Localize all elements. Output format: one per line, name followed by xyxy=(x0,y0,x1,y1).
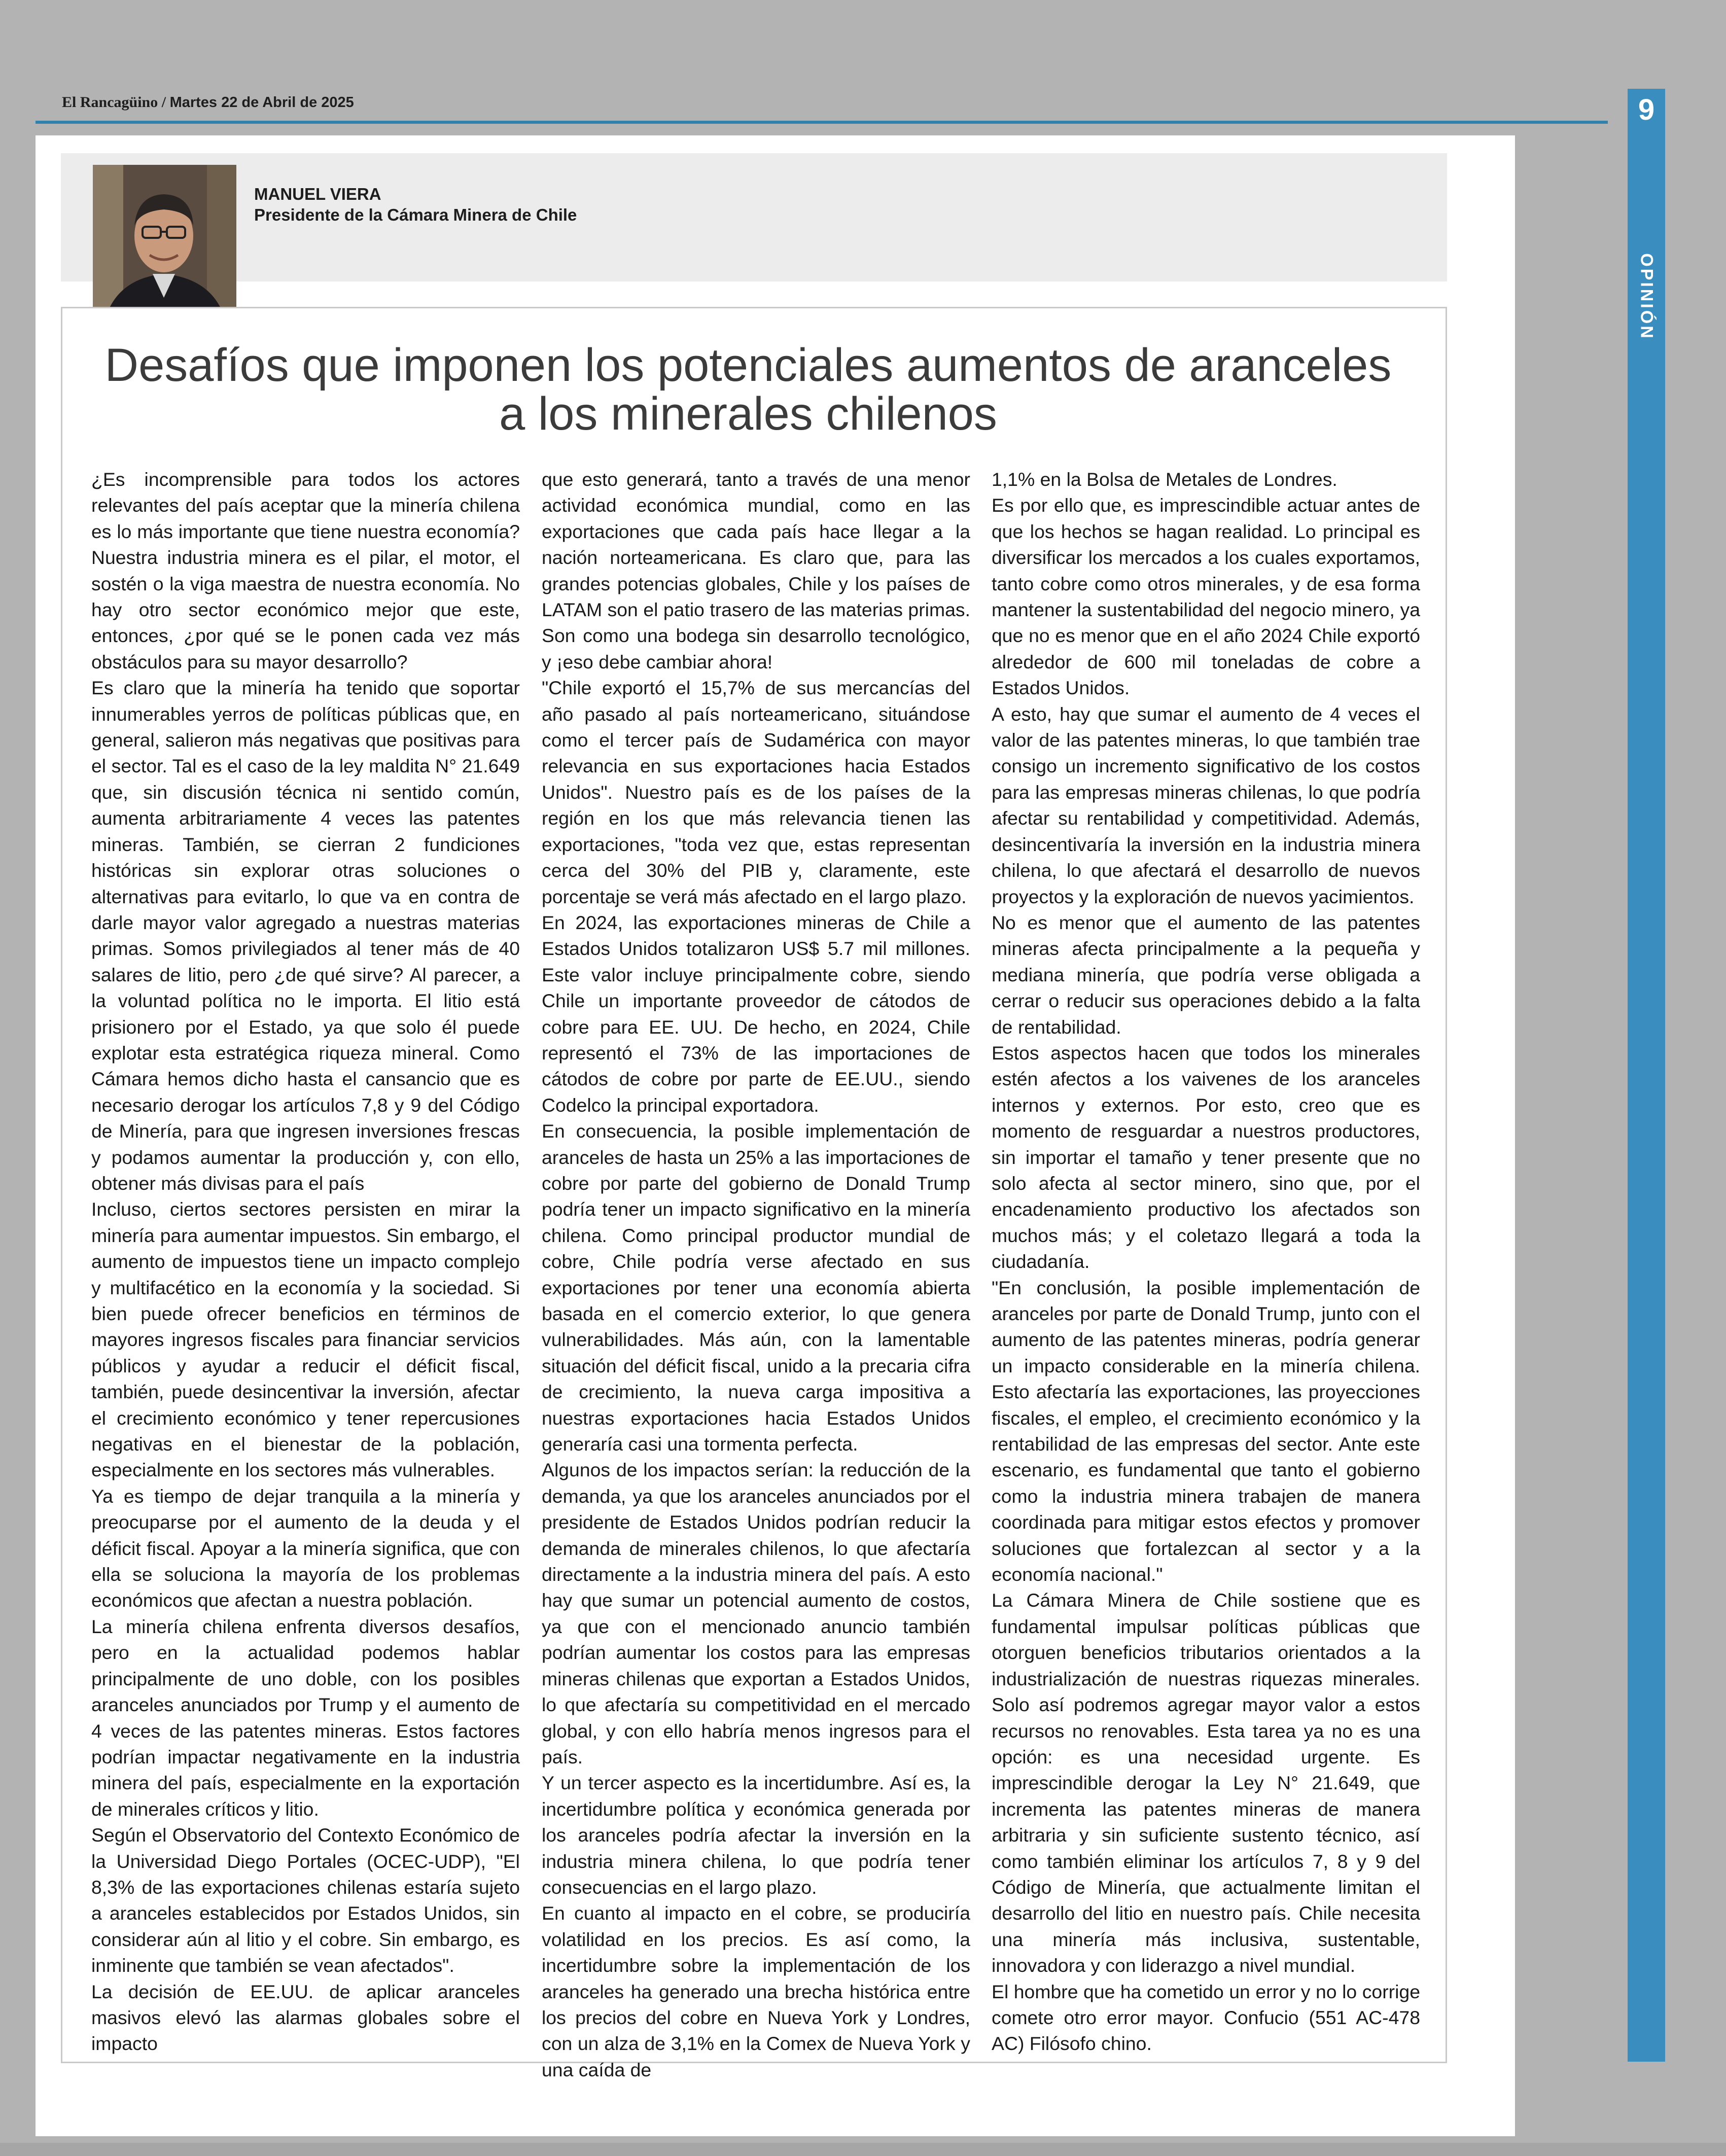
header-rule xyxy=(36,121,1608,124)
author-role: Presidente de la Cámara Minera de Chile xyxy=(254,205,577,224)
paragraph: En 2024, las exportaciones mineras de Chile a Estados Unidos totalizaron US$ 5.7 mil millones. Este valor incluye principalmente cobre, siendo Chile un importante proveedor de cátodos de cobre para EE. UU. De hecho, en 2024, Chile representó el 73% de las importaciones de cátodos de cobre por parte de EE.UU., siendo Codelco la principal exportadora. xyxy=(542,911,970,1116)
paragraph: "Chile exportó el 15,7% de sus mercancías del año pasado al país norteamericano, situándose como el tercer país de Sudamérica con mayor relevancia en sus exportaciones hacia Estados Unidos". Nuestro país es de los países de la región en los que más relevancia tienen las exportaciones, "toda vez que, estas representan cerca del 30% del PIB y, claramente, este porcentaje se verá más afectado en el largo plazo. xyxy=(542,677,970,907)
author-name: MANUEL VIERA xyxy=(254,185,381,203)
paragraph: Según el Observatorio del Contexto Económico de la Universidad Diego Portales (OCEC-UDP), "El 8,3% de las exportaciones chilenas estaría sujeto a aranceles establecidos por Estados Unidos, sin considerar aún al litio y el cobre. Sin embargo, es inminente que también se vean afectados". xyxy=(91,1824,520,1976)
page-number: 9 xyxy=(1638,93,1655,126)
paragraph: Incluso, ciertos sectores persisten en mirar la minería para aumentar impuestos. Sin embargo, el aumento de impuestos tiene un impacto complejo y multifacético en la economía y la sociedad. Si bien puede ofrecer beneficios en términos de mayores ingresos fiscales para financiar servicios públicos y ayudar a reducir el déficit fiscal, también, puede desincentivar la inversión, afectar el crecimiento económico y tener repercusiones negativas en el bienestar de la población, especialmente en los sectores más vulnerables. xyxy=(91,1198,520,1481)
paragraph: El hombre que ha cometido un error y no lo corrige comete otro error mayor. Confucio (551 AC-478 AC) Filósofo chino. xyxy=(992,1981,1420,2055)
author-box xyxy=(61,153,1447,281)
author-photo xyxy=(93,165,236,327)
paragraph: que esto generará, tanto a través de una menor actividad económica mundial, como en las exportaciones que cada país hace llegar a la nación norteamericana. Es claro que, para las grandes potencias globales, Chile y los países de LATAM son el patio trasero de las materias primas. Son como una bodega sin desarrollo tecnológico, y ¡eso debe cambiar ahora! xyxy=(542,469,970,673)
article-headline: Desafíos que imponen los potenciales aumentos de aranceles a los minerales chilenos xyxy=(104,339,1392,440)
paragraph: La minería chilena enfrenta diversos desafíos, pero en la actualidad podemos hablar principalmente de uno doble, con los posibles aranceles anunciados por Trump y el aumento de 4 veces de las patentes mineras. Estos factores podrían impactar negativamente en la industria minera del país, especialmente en la exportación de minerales críticos y litio. xyxy=(91,1615,520,1820)
paragraph: ¿Es incomprensible para todos los actores relevantes del país aceptar que la minería chilena es lo más importante que tiene nuestra economía? Nuestra industria minera es el pilar, el motor, el sostén o la viga maestra de nuestra economía. No hay otro sector económico mejor que este, entonces, ¿por qué se le ponen cada vez más obstáculos para su mayor desarrollo? xyxy=(91,469,520,673)
paragraph: En consecuencia, la posible implementación de aranceles de hasta un 25% a las importaciones de cobre por parte del gobierno de Donald Trump podría tener un impacto significativo en la minería chilena. Como principal productor mundial de cobre, Chile podría verse afectado en sus exportaciones por tener una economía abierta basada en el comercio exterior, lo que genera vulnerabilidades. Más aún, con la lamentable situación del déficit fiscal, unido a la precaria cifra de crecimiento, la nueva carga impositiva a nuestras exportaciones hacia Estados Unidos generaría casi una tormenta perfecta. xyxy=(542,1120,970,1455)
paragraph: En cuanto al impacto en el cobre, se produciría volatilidad en los precios. Es así como, la incertidumbre sobre la implementación de los aranceles ha generado una brecha histórica entre los precios del cobre en Nueva York y Londres, con un alza de 3,1% en la Comex de Nueva York y una caída de xyxy=(542,1902,970,2080)
paragraph: Estos aspectos hacen que todos los minerales estén afectos a los vaivenes de los aranceles internos y externos. Por esto, creo que es momento de resguardar a nuestros productores, sin importar el tamaño y tener presente que no solo afecta al sector minero, sino que, por el encadenamiento productivo los afectados son muchos más; y el coletazo llegará a toda la ciudadanía. xyxy=(992,1042,1420,1273)
issue-date: Martes 22 de Abril de 2025 xyxy=(169,94,354,111)
paragraph: Ya es tiempo de dejar tranquila a la minería y preocuparse por el aumento de la deuda y el déficit fiscal. Apoyar a la minería significa, que con ella se soluciona la mayoría de los problemas económicos que afectan a nuestra población. xyxy=(91,1485,520,1611)
paragraph: Y un tercer aspecto es la incertidumbre. Así es, la incertidumbre política y económica generada por los aranceles podría afectar la inversión en la industria minera chilena, lo que podría tener consecuencias en el largo plazo. xyxy=(542,1772,970,1898)
section-label: OPINIÓN xyxy=(1637,253,1657,340)
bottom-rule xyxy=(0,2143,1726,2156)
newspaper-name: El Rancagüino / xyxy=(62,94,166,111)
paragraph: Es claro que la minería ha tenido que soportar innumerables yerros de políticas públicas que, en general, salieron más negativas que positivas para el sector. Tal es el caso de la ley maldita N° 21.649 que, sin discusión técnica ni sentido común, aumenta arbitrariamente 4 veces las patentes mineras. También, se cierran 2 fundiciones históricas sin explorar otras soluciones o alternativas para evitarlo, lo que va en contra de darle mayor valor agregado a nuestras materias primas. Somos privilegiados al tener más de 40 salares de litio, pero ¿de qué sirve? Al parecer, a la voluntad política no le importa. El litio está prisionero por el Estado, ya que solo él puede explotar esta estratégica riqueza mineral. Como Cámara hemos dicho hasta el cansancio que es necesario derogar los artículos 7,8 y 9 del Código de Minería, para que ingresen inversiones frescas y podamos aumentar la producción y, con ello, obtener más divisas para el país xyxy=(91,677,520,1194)
paragraph: "En conclusión, la posible implementación de aranceles por parte de Donald Trump, junto con el aumento de las patentes mineras, podría generar un impacto considerable en la minería chilena. Esto afectaría las exportaciones, las proyecciones fiscales, el empleo, el crecimiento económico y la rentabilidad de las empresas del sector. Ante este escenario, es fundamental que tanto el gobierno como la industria minera trabajen de manera coordinada para mitigar estos efectos y promover soluciones que fortalezcan al sector y a la economía nacional." xyxy=(992,1277,1420,1585)
article-column-2 xyxy=(542,467,970,2080)
section-sidebar xyxy=(1628,89,1665,2062)
paragraph: A esto, hay que sumar el aumento de 4 veces el valor de las patentes mineras, lo que también trae consigo un incremento significativo de los costos para las empresas mineras chilenas, lo que podría afectar su rentabilidad y competitividad. Además, desincentivaría la inversión en la industria minera chilena, lo que afectará el desarrollo de nuevos proyectos y la exploración de nuevos yacimientos. xyxy=(992,703,1420,907)
masthead xyxy=(62,94,354,111)
article-column-1 xyxy=(91,467,520,2055)
article-column-3 xyxy=(992,467,1420,2055)
paragraph: Algunos de los impactos serían: la reducción de la demanda, ya que los aranceles anunciados por el presidente de Estados Unidos podrían reducir la demanda de minerales chilenos, lo que afectaría directamente a la industria minera del país. A esto hay que sumar un potencial aumento de costos, ya que con el mencionado anuncio también podrían aumentar los costos para las empresas mineras chilenas que exportan a Estados Unidos, lo que afectaría su competitividad en el mercado global, y con ello habría menos ingresos para el país. xyxy=(542,1459,970,1768)
paragraph: No es menor que el aumento de las patentes mineras afecta principalmente a la pequeña y mediana minería, que podría verse obligada a cerrar o reducir sus operaciones debido a la falta de rentabilidad. xyxy=(992,911,1420,1038)
paragraph: 1,1% en la Bolsa de Metales de Londres. xyxy=(992,469,1337,490)
paragraph: La Cámara Minera de Chile sostiene que es fundamental impulsar políticas públicas que otorguen beneficios tributarios orientados a la industrialización de nuestras riquezas minerales. Solo así podremos agregar mayor valor a estos recursos no renovables. Esta tarea ya no es una opción: es una necesidad urgente. Es imprescindible derogar la Ley N° 21.649, que incrementa las patentes mineras de manera arbitraria y sin suficiente sustento técnico, así como también eliminar los artículos 7, 8 y 9 del Código de Minería, que actualmente limitan el desarrollo del litio en nuestro país. Chile necesita una minería más inclusiva, sustentable, innovadora y con liderazgo a nivel mundial. xyxy=(992,1589,1420,1976)
paragraph: Es por ello que, es imprescindible actuar antes de que los hechos se hagan realidad. Lo principal es diversificar los mercados a los cuales exportamos, tanto cobre como otros minerales, y de esa forma mantener la sustentabilidad del negocio minero, ya que no es menor que en el año 2024 Chile exportó alrededor de 600 mil toneladas de cobre a Estados Unidos. xyxy=(992,494,1420,699)
paragraph: La decisión de EE.UU. de aplicar aranceles masivos elevó las alarmas globales sobre el impacto xyxy=(91,1981,520,2055)
